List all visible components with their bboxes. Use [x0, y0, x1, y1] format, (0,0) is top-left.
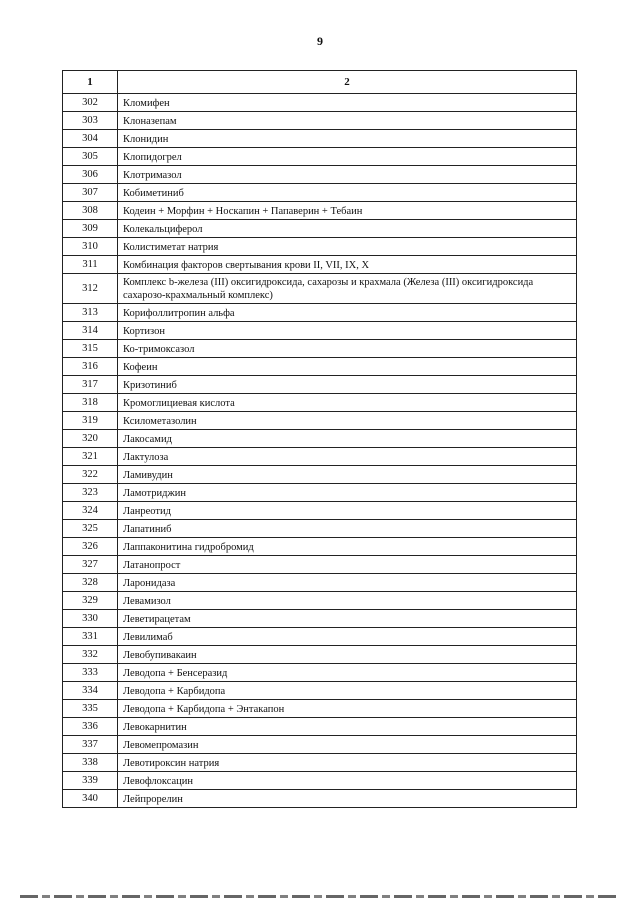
row-number: 315 [63, 340, 118, 358]
row-number: 316 [63, 358, 118, 376]
row-number: 339 [63, 772, 118, 790]
row-number: 304 [63, 130, 118, 148]
table-row [63, 646, 577, 664]
table-row [63, 322, 577, 340]
drug-name: Колекальциферол [118, 220, 577, 238]
drug-name: Кофеин [118, 358, 577, 376]
table-body [63, 94, 577, 808]
drug-name: Лейпрорелин [118, 790, 577, 808]
row-number: 332 [63, 646, 118, 664]
drug-name: Левофлоксацин [118, 772, 577, 790]
drug-name: Комбинация факторов свертывания крови II, VII, IX, X [118, 256, 577, 274]
drug-name: Левомепромазин [118, 736, 577, 754]
row-number: 320 [63, 430, 118, 448]
drug-name: Кортизон [118, 322, 577, 340]
table-row [63, 220, 577, 238]
drug-name: Корифоллитропин альфа [118, 304, 577, 322]
row-number: 329 [63, 592, 118, 610]
drug-name: Левилимаб [118, 628, 577, 646]
column-header-name: 2 [118, 71, 577, 94]
drug-name: Ланреотид [118, 502, 577, 520]
row-number: 318 [63, 394, 118, 412]
table-row [63, 592, 577, 610]
row-number: 321 [63, 448, 118, 466]
table-row [63, 394, 577, 412]
table-row [63, 718, 577, 736]
drug-name: Левокарнитин [118, 718, 577, 736]
drug-name: Латанопрост [118, 556, 577, 574]
table-row [63, 94, 577, 112]
row-number: 306 [63, 166, 118, 184]
row-number: 310 [63, 238, 118, 256]
table-row [63, 184, 577, 202]
drug-name: Леветирацетам [118, 610, 577, 628]
drug-name: Колистиметат натрия [118, 238, 577, 256]
drug-name: Комплекс b-железа (III) оксигидроксида, сахарозы и крахмала (Железа (III) оксигидроксида сахарозо-крахмальный комплекс) [118, 274, 577, 304]
row-number: 303 [63, 112, 118, 130]
drug-name: Леводопа + Карбидопа [118, 682, 577, 700]
drug-table [62, 70, 577, 808]
row-number: 307 [63, 184, 118, 202]
row-number: 314 [63, 322, 118, 340]
drug-name: Ко-тримоксазол [118, 340, 577, 358]
table-row [63, 736, 577, 754]
table-row [63, 628, 577, 646]
row-number: 326 [63, 538, 118, 556]
drug-name: Ларонидаза [118, 574, 577, 592]
scan-artifact-line [20, 895, 620, 898]
drug-name: Кромоглициевая кислота [118, 394, 577, 412]
row-number: 322 [63, 466, 118, 484]
row-number: 333 [63, 664, 118, 682]
drug-name: Лакосамид [118, 430, 577, 448]
row-number: 328 [63, 574, 118, 592]
drug-name: Ламотриджин [118, 484, 577, 502]
table-row [63, 790, 577, 808]
table-row [63, 682, 577, 700]
drug-name: Кломифен [118, 94, 577, 112]
row-number: 325 [63, 520, 118, 538]
row-number: 311 [63, 256, 118, 274]
column-header-number: 1 [63, 71, 118, 94]
row-number: 308 [63, 202, 118, 220]
drug-name: Левотироксин натрия [118, 754, 577, 772]
drug-name: Левобупивакаин [118, 646, 577, 664]
table-row [63, 202, 577, 220]
row-number: 309 [63, 220, 118, 238]
row-number: 338 [63, 754, 118, 772]
row-number: 327 [63, 556, 118, 574]
table-row [63, 574, 577, 592]
drug-name: Лаппаконитина гидробромид [118, 538, 577, 556]
table-row [63, 376, 577, 394]
row-number: 337 [63, 736, 118, 754]
drug-name: Ламивудин [118, 466, 577, 484]
row-number: 324 [63, 502, 118, 520]
row-number: 302 [63, 94, 118, 112]
table-row [63, 520, 577, 538]
row-number: 340 [63, 790, 118, 808]
table-row [63, 772, 577, 790]
drug-name: Ксилометазолин [118, 412, 577, 430]
table-row [63, 358, 577, 376]
table-row [63, 538, 577, 556]
table-row [63, 256, 577, 274]
drug-name: Кобиметиниб [118, 184, 577, 202]
row-number: 305 [63, 148, 118, 166]
row-number: 330 [63, 610, 118, 628]
table-row [63, 754, 577, 772]
row-number: 335 [63, 700, 118, 718]
page-number: 9 [317, 34, 323, 48]
table-row [63, 166, 577, 184]
table-row [63, 502, 577, 520]
table-row [63, 130, 577, 148]
table-row [63, 112, 577, 130]
row-number: 319 [63, 412, 118, 430]
row-number: 331 [63, 628, 118, 646]
table-row [63, 430, 577, 448]
table-row [63, 610, 577, 628]
table-row [63, 304, 577, 322]
drug-name: Левамизол [118, 592, 577, 610]
table-row [63, 412, 577, 430]
drug-name: Клопидогрел [118, 148, 577, 166]
drug-name: Клоназепам [118, 112, 577, 130]
drug-name: Лактулоза [118, 448, 577, 466]
table-row [63, 148, 577, 166]
drug-name: Кодеин + Морфин + Носкапин + Папаверин + Тебаин [118, 202, 577, 220]
table-row [63, 238, 577, 256]
row-number: 317 [63, 376, 118, 394]
drug-name: Клотримазол [118, 166, 577, 184]
table-row [63, 484, 577, 502]
row-number: 312 [63, 274, 118, 304]
drug-name: Кризотиниб [118, 376, 577, 394]
table-header-row [63, 71, 577, 94]
table-row [63, 274, 577, 304]
table-row [63, 466, 577, 484]
drug-name: Леводопа + Бенсеразид [118, 664, 577, 682]
row-number: 323 [63, 484, 118, 502]
drug-name: Леводопа + Карбидопа + Энтакапон [118, 700, 577, 718]
row-number: 334 [63, 682, 118, 700]
table-row [63, 664, 577, 682]
table-row [63, 700, 577, 718]
table-row [63, 448, 577, 466]
drug-name: Клонидин [118, 130, 577, 148]
row-number: 313 [63, 304, 118, 322]
row-number: 336 [63, 718, 118, 736]
drug-name: Лапатиниб [118, 520, 577, 538]
table-row [63, 556, 577, 574]
table-row [63, 340, 577, 358]
